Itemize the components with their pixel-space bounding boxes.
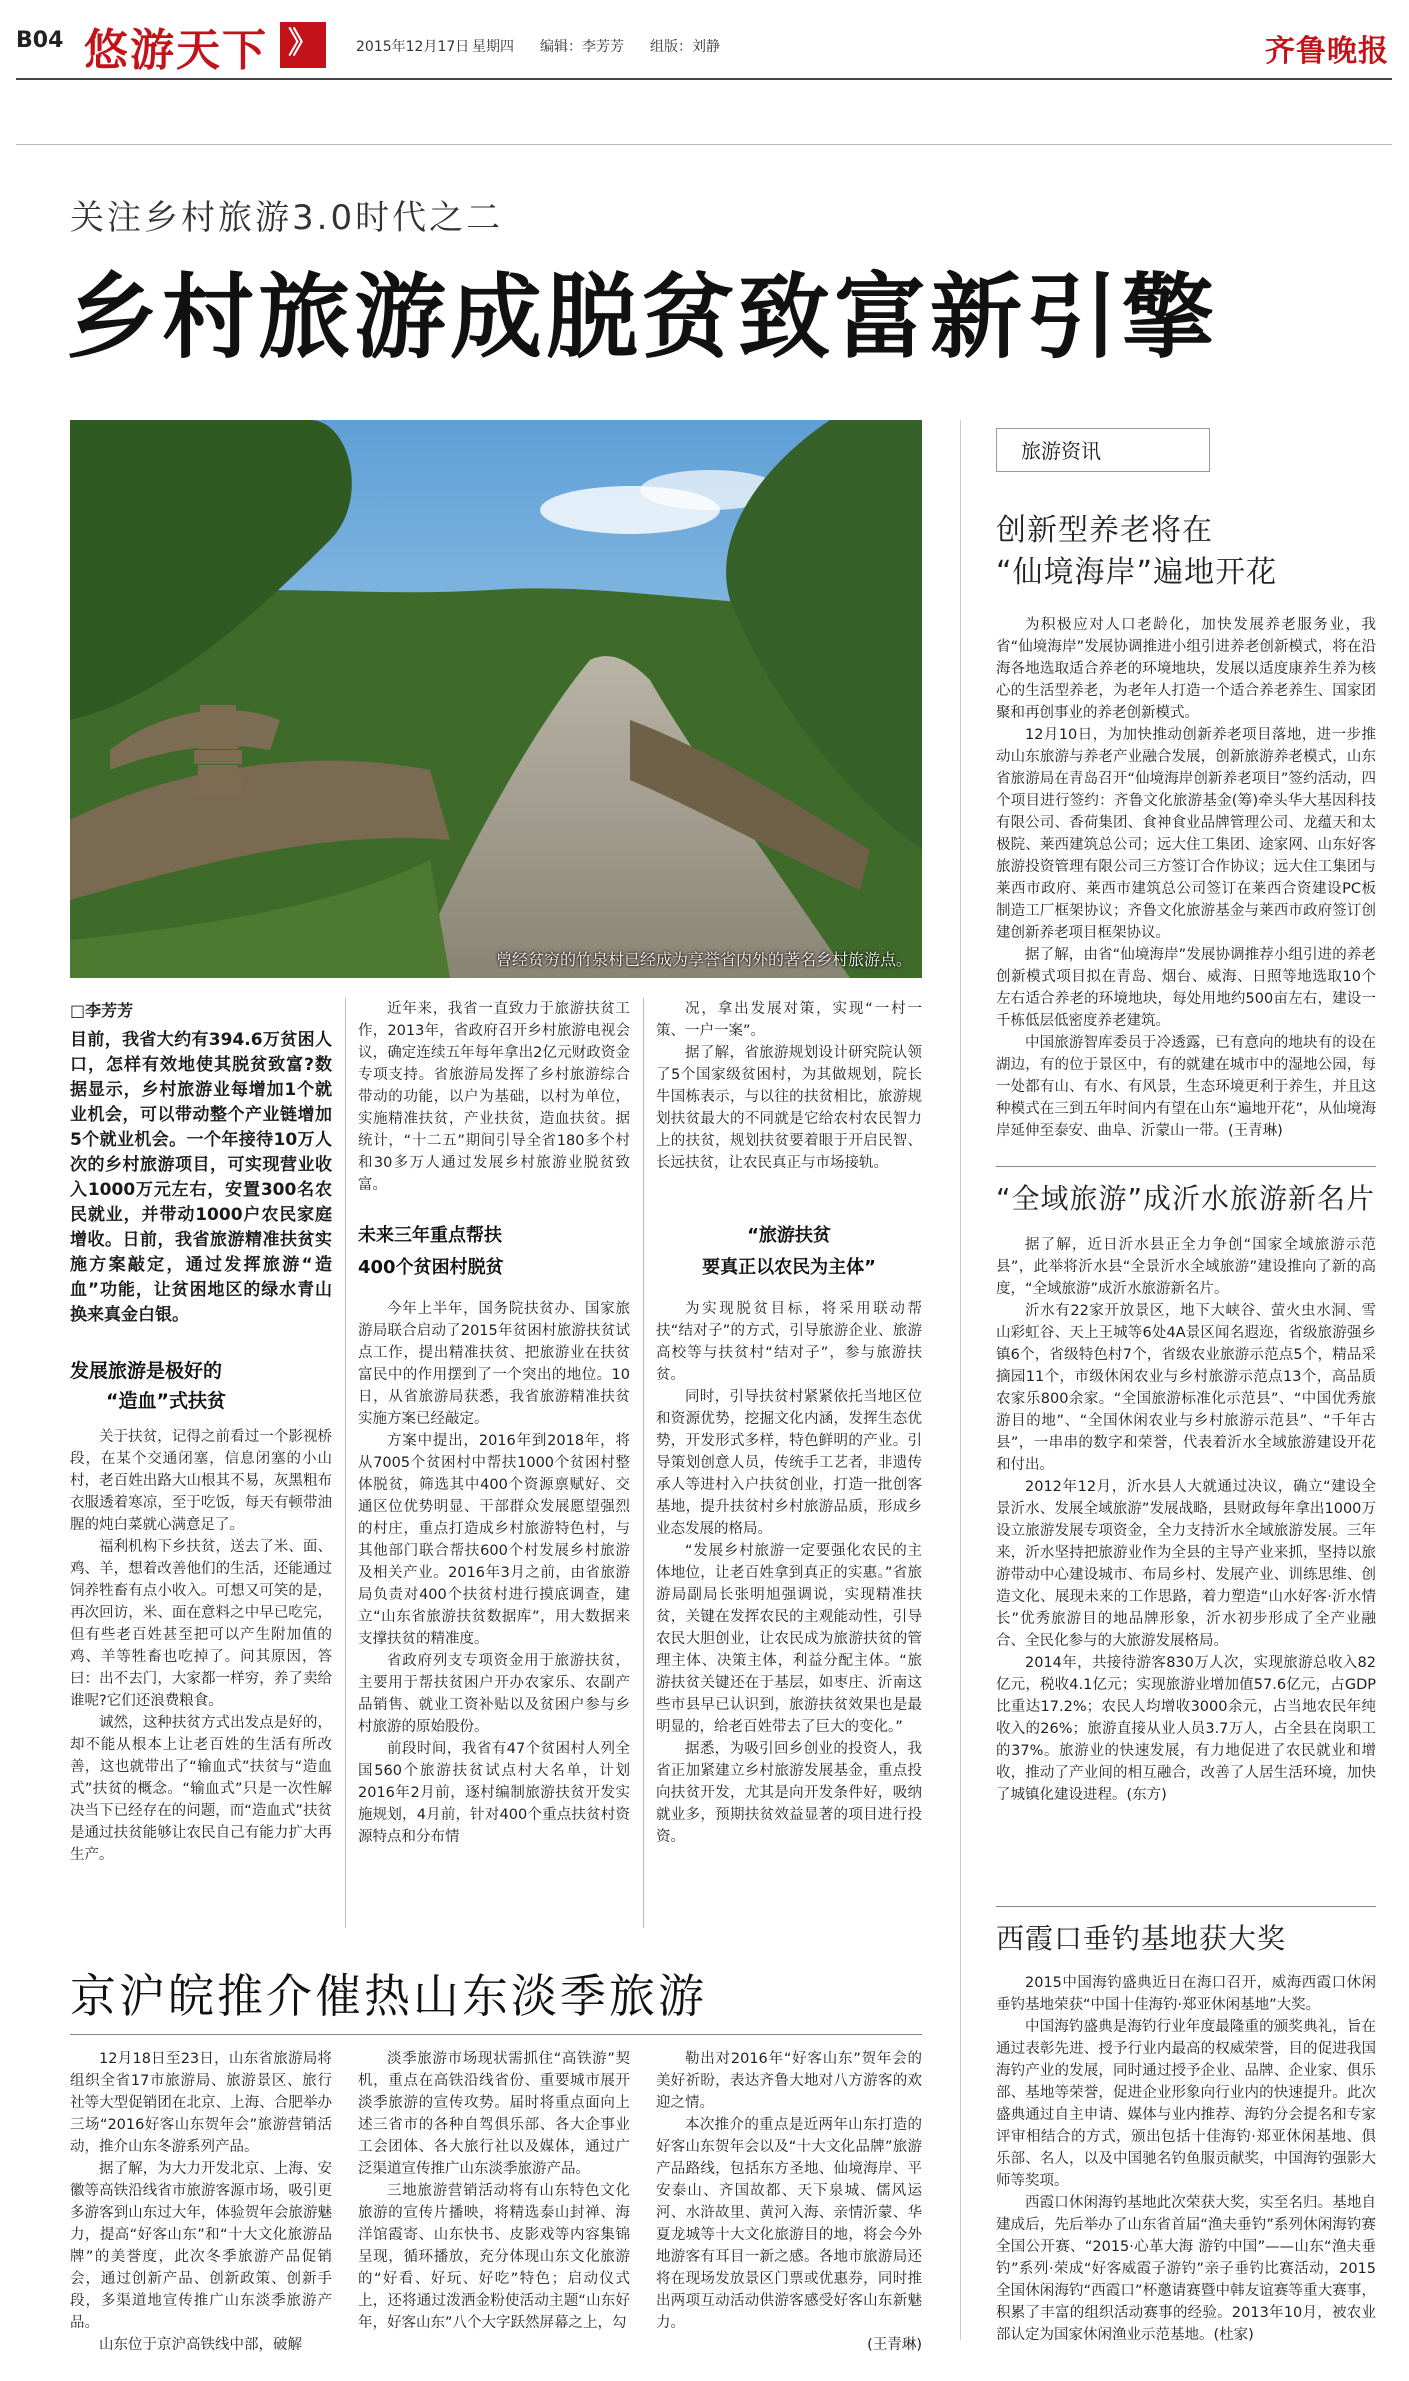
column-divider [643,998,644,1928]
sidebar-story-2-title: “全域旅游”成沂水旅游新名片 [996,1182,1376,1215]
section-arrow-icon: 》 [280,22,326,68]
paragraph: 为实现脱贫目标，将采用联动帮扶“结对子”的方式，引导旅游企业、旅游高校等与扶贫村“结对子”，参与旅游扶贫。 [656,1301,922,1383]
layout-credit: 组版：刘静 [650,39,720,55]
sidebar-story-1-title [996,510,1376,594]
byline: □李芳芳 [70,1001,134,1020]
section-rule [16,144,1392,145]
section-name: 悠游天下 [84,25,268,76]
column-3-top [656,998,922,1174]
paragraph: 2014年，共接待游客830万人次，实现旅游总收入82亿元，税收4.1亿元；实现旅游业增加值57.6亿元，占GDP比重达17.2%；农民人均增收3000余元，占当地农民年纯收入的26%；旅游直接从业人员3.7万人，占全县在岗职工的37%。旅游业的快速发展，有力地促进了农民就业和增收，推动了产业间的相互融合，改善了人居生活环境，加快了城镇化建设进程。(东方) [996,1655,1376,1803]
paragraph: 方案中提出，2016年到2018年，将从7005个贫困村中帮扶1000个贫困村整体脱贫，筛选其中400个资源禀赋好、交通区位优势明显、干部群众发展愿望强烈的村庄，重点打造成乡村旅游特色村，与其他部门联合帮扶600个村发展乡村旅游及相关产业。2016年3月之前，由省旅游局负责对400个扶贫村进行摸底调查，建立“山东省旅游扶贫数据库”，用大数据来支撑扶贫的精准度。 [358,1433,630,1647]
paragraph: 2015中国海钓盛典近日在海口召开，威海西霞口休闲垂钓基地荣获“中国十佳海钓·郑亚休闲基地”大奖。 [996,1975,1376,2013]
paragraph: 12月10日，为加快推动创新养老项目落地，进一步推动山东旅游与养老产业融合发展，创新旅游养老模式，山东省旅游局在青岛召开“仙境海岸创新养老项目”签约活动，四个项目进行签约：齐鲁文化旅游基金(筹)牵头华大基因科技有限公司、香荷集团、食神食业品牌管理公司、龙蕴天和太极院、莱西建筑总公司；远大住工集团、途家网、山东好客旅游投资管理有限公司三方签订合作协议；远大住工集团与莱西市政府、莱西市建筑总公司签订在莱西合资建设PC板制造工厂框架协议；齐鲁文化旅游基金与莱西市政府签订创建创新养老项目框架协议。 [996,727,1376,941]
paragraph: 中国海钓盛典是海钓行业年度最隆重的颁奖典礼，旨在通过表彰先进、授予行业内最高的权威荣誉，目的促进我国海钓产业的发展，同时通过授予企业、品牌、企业家、俱乐部、基地等荣誉，促进企业形象向行业内的快速提升。此次盛典通过自主申请、媒体与业内推荐、海钓分会提名和专家评审相结合的方式，颁出包括十佳海钓·郑亚休闲基地、俱乐部、名人，以及中国驰名钓鱼服贡献奖，中国海钓强影大师等奖项。 [996,2019,1376,2189]
sidebar-story-3-title: 西霞口垂钓基地获大奖 [996,1922,1287,1955]
paragraph: 12月18日至23日，山东省旅游局将组织全省17市旅游局、旅游景区、旅行社等大型促销团在北京、上海、合肥举办三场“2016好客山东贺年会”旅游营销活动，推介山东冬游系列产品。 [70,2051,332,2155]
column-2-top [358,998,630,1196]
subhead-2-line1: 未来三年重点帮扶 [358,1225,502,1246]
bottom-column-1 [70,2048,332,2356]
paragraph: 2012年12月，沂水县人大就通过决议，确立“建设全景沂水、发展全域旅游”发展战略，县财政每年拿出1000万设立旅游发展专项资金，全力支持沂水全域旅游发展。三年来，沂水坚持把旅游业作为全县的主导产业来抓，坚持以旅游带动中心建设城市、布局乡村、发展产业、训练思维、创造文化、展现未来的工作思路，着力塑造“山水好客·沂水情长”优秀旅游目的地品牌形象，沂水初步形成了全产业融合、全民化参与的大旅游发展格局。 [996,1479,1376,1649]
sidebar-tag: 旅游资讯 [996,428,1210,472]
sidebar-story-1-body [996,614,1376,1142]
subhead-3-line2: 要真正以农民为主体” [702,1257,876,1278]
paragraph: 据了解，近日沂水县正全力争创“国家全域旅游示范县”，此举将沂水县“全景沂水全域旅游”建设推向了新的高度，“全域旅游”成沂水旅游新名片。 [996,1237,1376,1297]
subhead-1-line1: 发展旅游是极好的 [70,1360,223,1382]
subhead-3 [656,1220,922,1284]
sidebar-rule [996,1906,1376,1907]
village-path-illustration [70,420,922,978]
column-1-body [70,1426,332,1866]
subhead-2 [358,1220,630,1284]
paragraph: 据悉，为吸引回乡创业的投资人，我省正加紧建立乡村旅游发展基金，重点投向扶贫开发，尤其是向开发条件好，吸纳就业多，预期扶贫效益显著的项目进行投资。 [656,1741,922,1845]
column-2-body [358,1298,630,1848]
paragraph: 关于扶贫，记得之前看过一个影视桥段，在某个交通闭塞，信息闭塞的小山村，老百姓出路大山根其不易，灰黑粗布衣服透着寒凉，至于吃饭，每天有顿带油腥的炖白菜就心满意足了。 [70,1429,332,1533]
issue-weekday: 星期四 [472,39,514,55]
paragraph: 据了解，省旅游规划设计研究院认领了5个国家级贫困村，为其做规划，院长牛国栋表示，与以往的扶贫相比，旅游规划扶贫最大的不同就是它给农村农民智力上的扶贫，规划扶贫要着眼于开启民智、长远扶贫，让农民真正与市场接轨。 [656,1045,922,1171]
issue-date: 2015年12月17日 [356,39,470,55]
masthead-rule [16,78,1392,80]
paragraph: 今年上半年，国务院扶贫办、国家旅游局联合启动了2015年贫困村旅游扶贫试点工作，提出精准扶贫、把旅游业在扶贫富民中的作用摆到了一个突出的地位。10日，从省旅游局获悉，我省旅游精准扶贫实施方案已经敲定。 [358,1301,630,1427]
article-kicker: 关注乡村旅游3.0时代之二 [70,198,504,238]
subhead-2-line2: 400个贫困村脱贫 [358,1257,504,1278]
paragraph: 山东位于京沪高铁线中部，破解 [99,2337,302,2353]
paragraph: 中国旅游智库委员于冷透露，已有意向的地块有的设在湖边，有的位于景区中，有的就建在城市中的湿地公园，每一处都有山、有水、有风景，生态环境更利于养生，并且这种模式在三到五年时间内有望在山东“遍地开花”，从仙境海岸延伸至泰安、曲阜、沂蒙山一带。(王青琳) [996,1035,1376,1139]
paragraph: 为积极应对人口老龄化，加快发展养老服务业，我省“仙境海岸”发展协调推进小组引进养老创新模式，将在沿海各地选取适合养老的环境地块，发展以适度康养生养为核心的生活型养老，为老年人打造一个适合养老养生、国家团聚和再创事业的养老创新模式。 [996,617,1376,721]
editor-credit: 编辑：李芳芳 [540,39,624,55]
paragraph: 诚然，这种扶贫方式出发点是好的，却不能从根本上让老百姓的生活有所改善，这也就带出了“输血式”扶贫与“造血式”扶贫的概念。“输血式”只是一次性解决当下已经存在的问题，而“造血式”扶贫是通过扶贫能够让农民自己有能力扩大再生产。 [70,1715,332,1863]
page-code: B04 [16,28,64,53]
sidebar-rule [996,1166,1376,1167]
bottom-column-3 [656,2048,922,2356]
newspaper-logo: 齐鲁晚报 [1265,34,1389,69]
bottom-article-title: 京沪皖推介催热山东淡季旅游 [70,1969,707,2023]
story-1-title-line2: “仙境海岸”遍地开花 [996,555,1278,590]
paragraph: 沂水有22家开放景区，地下大峡谷、萤火虫水洞、雪山彩虹谷、天上王城等6处4A景区闻名遐迩，省级旅游强乡镇6个，省级特色村7个，省级农业旅游示范点5个，精品采摘园11个，市级休闲农业与乡村旅游示范点13个，高品质农家乐800余家。“全国旅游标准化示范县”、“中国优秀旅游目的地”、“全国休闲农业与乡村旅游示范县”、“千年古县”，一串串的数字和荣誉，代表着沂水全域旅游建设开花和付出。 [996,1303,1376,1473]
bottom-rule [70,2034,922,2035]
subhead-1 [70,1356,332,1416]
article-headline: 乡村旅游成脱贫致富新引擎 [66,264,1219,371]
story-1-title-line1: 创新型养老将在 [996,513,1213,548]
paragraph: 三地旅游营销活动将有山东特色文化旅游的宣传片播映，将精选泰山封禅、海洋馆霞寄、山东快书、皮影戏等内容集锦呈现，循环播放，充分体现山东文化旅游的“好看、好玩、好吃”特色；启动仪式上，还将通过泼洒金粉使活动主题“山东好年，好客山东”八个大字跃然屏幕之上，勾 [358,2183,630,2331]
signature: (王青琳) [867,2337,922,2353]
column-divider [345,998,346,1928]
paragraph: 西霞口休闲海钓基地此次荣获大奖，实至名归。基地自建成后，先后举办了山东省首届“渔夫垂钓”系列休闲海钓赛全国公开赛、“2015·心革大海 游钓中国”——山东“渔夫垂钓”系列·荣成“好客威霞子游钓”亲子垂钓比赛活动，2015全国休闲海钓“西霞口”杯邀请赛暨中韩友谊赛等重大赛事，积累了丰富的组织活动赛事的经验。2013年10月，被农业部认定为国家休闲渔业示范基地。(杜家) [996,2195,1376,2343]
masthead [0,0,1409,80]
subhead-3-line1: “旅游扶贫 [747,1225,831,1246]
photo-caption: 曾经贫穷的竹泉村已经成为享誉省内外的著名乡村旅游点。 [495,950,912,969]
paragraph: 本次推介的重点是近两年山东打造的好客山东贺年会以及“十大文化品牌”旅游产品路线，包括东方圣地、仙境海岸、平安泰山、齐国故都、天下泉城、儒风运河、水浒故里、黄河入海、亲情沂蒙、华夏龙城等十大文化旅游目的地，将会今外地游客有耳目一新之感。各地市旅游局还将在现场发放景区门票或优惠券，同时推出两项互动活动供游客感受好客山东新魅力。 [656,2117,922,2331]
bottom-column-2 [358,2048,630,2334]
subhead-1-line2: “造血”式扶贫 [106,1390,226,1412]
paragraph: 淡季旅游市场现状需抓住“高铁游”契机，重点在高铁沿线省份、重要城市展开淡季旅游的宣传攻势。届时将重点面向上述三省市的各种自驾俱乐部、各大企事业工会团体、各大旅行社以及媒体，通过广泛渠道宣传推广山东淡季旅游产品。 [358,2051,630,2177]
paragraph: 前段时间，我省有47个贫困村人列全国560个旅游扶贫试点村大名单，计划2016年2月前，逐村编制旅游扶贫开发实施规划，4月前，针对400个重点扶贫村资源特点和分布情 [358,1741,630,1845]
paragraph: 据了解，由省“仙境海岸”发展协调推荐小组引进的养老创新模式项目拟在青岛、烟台、威海、日照等地选取10个左右适合养老的环境地块，每处用地约500亩左右，建设一千栋低层低密度养老建筑。 [996,947,1376,1029]
paragraph: 省政府列支专项资金用于旅游扶贫，主要用于帮扶贫困户开办农家乐、农副产品销售、就业工资补贴以及贫困户参与乡村旅游的原始股份。 [358,1653,630,1735]
sidebar-story-2-body [996,1234,1376,1806]
paragraph: 勒出对2016年“好客山东”贺年会的美好祈盼，表达齐鲁大地对八方游客的欢迎之情。 [656,2051,922,2111]
paragraph: 近年来，我省一直致力于旅游扶贫工作，2013年，省政府召开乡村旅游电视会议，确定连续五年每年拿出2亿元财政资金专项支持。省旅游局发挥了乡村旅游综合带动的功能，以户为基础，以村为单位，实施精准扶贫，产业扶贫，造血扶贫。据统计，“十二五”期间引导全省180多个村和30多万人通过发展乡村旅游业脱贫致富。 [358,1001,630,1193]
paragraph: 况，拿出发展对策，实现“一村一策、一户一案”。 [656,1001,922,1039]
sidebar-story-3-body [996,1972,1376,2346]
paragraph: 同时，引导扶贫村紧紧依托当地区位和资源优势，挖掘文化内涵，发挥生态优势，开发形式多样，特色鲜明的产业。引导策划创意人员，传统手工艺者，非遗传承人等进村入户扶贫创业，打造一批创客基地，提升扶贫村乡村旅游品质，形成乡业态发展的格局。 [656,1389,922,1537]
paragraph: 福利机构下乡扶贫，送去了米、面、鸡、羊，想着改善他们的生活，还能通过饲养牲畜有点小收入。可想又可笑的是，再次回访，米、面在意料之中早已吃完，但有些老百姓甚至把可以产生附加值的鸡、羊等牲畜也吃掉了。问其原因，答曰：出不去门，大家都一样穷，养了卖给谁呢?它们还浪费粮食。 [70,1539,332,1709]
column-3-body [656,1298,922,1848]
paragraph: “发展乡村旅游一定要强化农民的主体地位，让老百姓拿到真正的实惠。”省旅游局副局长张明旭强调说，实现精准扶贫，关键在发挥农民的主观能动性，引导农民大胆创业，让农民成为旅游扶贫的管理主体、决策主体，利益分配主体。“旅游扶贫关键还在于基层，如枣庄、沂南这些市县早已认识到，旅游扶贫效果也是最明显的，给老百姓带去了巨大的变化。” [656,1543,922,1735]
article-lead: 目前，我省大约有394.6万贫困人口，怎样有效地使其脱贫致富?数据显示，乡村旅游业每增加1个就业机会，可以带动整个产业链增加5个就业机会。一个年接待10万人次的乡村旅游项目，可实现营业收入1000万元左右，安置300名农民就业，并带动1000户农民家庭增收。日前，我省旅游精准扶贫实施方案敲定，通过发挥旅游“造血”功能，让贫困地区的绿水青山换来真金白银。 [70,1030,332,1325]
paragraph: 据了解，为大力开发北京、上海、安徽等高铁沿线省市旅游客源市场，吸引更多游客到山东过大年，体验贺年会旅游魅力，提高“好客山东”和“十大文化旅游品牌”的美誉度，此次冬季旅游产品促销会，通过创新产品、创新政策、创新手段，多渠道地宣传推广山东淡季旅游产品。 [70,2161,332,2331]
sidebar-divider [960,420,961,2340]
village-photo [70,420,922,978]
